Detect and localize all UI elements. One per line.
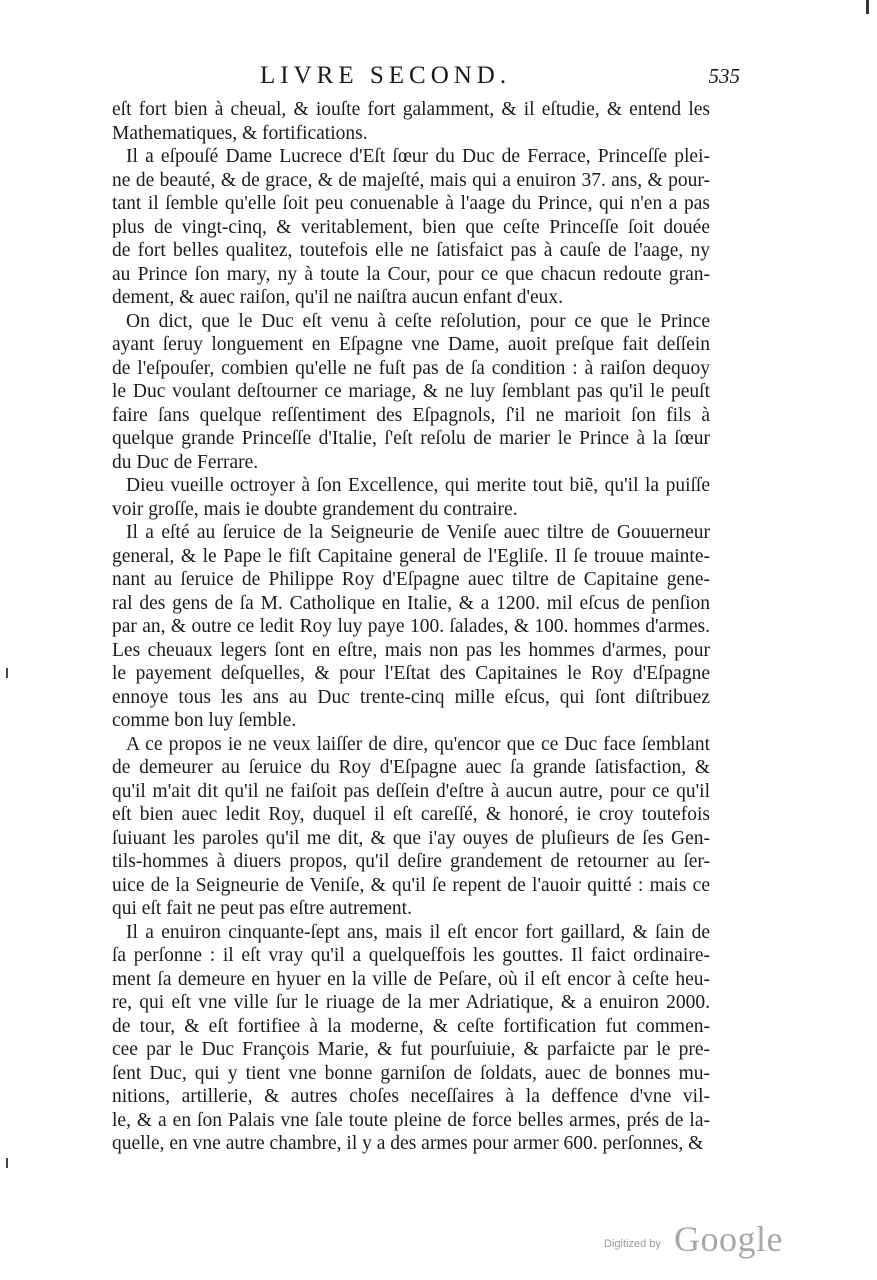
text-line: comme bon luy ſemble.: [112, 710, 297, 731]
text-line: ennoye tous les ans au Duc trente-cinq mille eſcus, qui ſont diſtribuez: [112, 686, 710, 708]
text-line: faire ſans quelque reſſentiment des Eſpagnols, ſ'il ne marioit ſon fils à: [112, 404, 710, 426]
text-line: eſt bien auec ledit Roy, duquel il eſt careſſé, & honoré, ie croy toutefois: [112, 804, 710, 825]
text-line: le Duc voulant deſtourner ce mariage, & ne luy ſemblant pas qu'il le peuſt: [112, 381, 710, 402]
text-line: tils-hommes à diuers propos, qu'il deſire grandement de retourner au ſer-: [112, 851, 710, 872]
text-line: ral des gens de ſa M. Catholique en Italie, & a 1200. mil eſcus de penſion: [112, 592, 710, 614]
text-line: par an, & outre ce ledit Roy luy paye 100. ſalades, & 100. hommes d'armes.: [112, 616, 710, 637]
text-line: ayant ſeruy longuement en Eſpagne vne Dame, auoit preſque fait deſſein: [112, 334, 710, 355]
text-line: ſuiuant les paroles qu'il me dit, & que i'ay ouyes de pluſieurs de ſes Gen-: [112, 827, 710, 849]
digitized-label: Digitized by: [604, 1238, 661, 1250]
text-line: qu'il m'ait dit qu'il ne faiſoit pas deſſein d'eſtre à aucun autre, pour ce qu'il: [112, 780, 710, 802]
scan-margin-mark: [6, 1158, 8, 1168]
digitized-by-google-watermark: [604, 1218, 794, 1262]
text-line: ment ſa demeure en hyuer en la ville de Peſare, où il eſt encor à ceſte heu-: [112, 968, 710, 990]
google-logo: Google: [674, 1219, 783, 1259]
text-line: Mathematiques, & fortifications.: [112, 122, 368, 144]
text-line: de l'eſpouſer, combien qu'elle ne fuſt pas de ſa condition : à raiſon dequoy: [112, 357, 710, 379]
running-title: LIVRE SECOND.: [260, 62, 512, 89]
text-line: On dict, que le Duc eſt venu à ceſte reſolution, pour ce que le Prince: [126, 310, 710, 332]
text-line: Il a eſpouſé Dame Lucrece d'Eſt ſœur du Duc de Ferrace, Princeſſe plei-: [126, 146, 710, 167]
text-line: quelle, en vne autre chambre, il y a des armes pour armer 600. perſonnes, &: [112, 1133, 704, 1154]
scan-edge-mark: [866, 0, 869, 14]
body-text: [112, 98, 710, 1156]
text-line: cee par le Duc François Marie, & fut pourſuiuie, & parfaicte par le pre-: [112, 1039, 710, 1060]
text-line: Il a eſté au ſeruice de la Seigneurie de Veniſe auec tiltre de Gouuerneur: [126, 522, 710, 543]
text-line: le, & a en ſon Palais vne ſale toute pleine de force belles armes, prés de la-: [112, 1109, 710, 1131]
text-line: au Prince ſon mary, ny à toute la Cour, pour ce que chacun redoute gran-: [112, 263, 710, 285]
text-line: plus de vingt-cinq, & veritablement, bien que ceſte Princeſſe ſoit douée: [112, 216, 710, 238]
text-line: le payement deſquelles, & pour l'Eſtat des Capitaines le Roy d'Eſpagne: [112, 663, 710, 684]
text-line: qui eſt fait ne peut pas eſtre autrement.: [112, 898, 412, 919]
text-line: de fort belles qualitez, toutefois elle ne ſatisfaict pas à cauſe de l'aage, ny: [112, 240, 710, 261]
text-line: Il a enuiron cinquante-ſept ans, mais il eſt encor fort gaillard, & ſain de: [126, 921, 710, 943]
text-line: eſt fort bien à cheual, & iouſte fort galamment, & il eſtudie, & entend les: [112, 99, 710, 120]
text-line: de demeurer au ſeruice du Roy d'Eſpagne auec ſa grande ſatisfaction, &: [112, 757, 710, 778]
text-line: quelque grande Princeſſe d'Italie, ſ'eſt reſolu de marier le Prince à la ſœur: [112, 428, 710, 449]
text-line: voir groſſe, mais ie doubte grandement du contraire.: [112, 498, 518, 520]
scan-margin-mark: [6, 668, 8, 678]
page-header: [110, 58, 740, 94]
text-line: Dieu vueille octroyer à ſon Excellence, qui merite tout biẽ, qu'il la puiſſe: [126, 475, 710, 496]
text-line: re, qui eſt vne ville ſur le riuage de la mer Adriatique, & a enuiron 2000.: [112, 992, 710, 1013]
text-line: nant au ſeruice de Philippe Roy d'Eſpagne auec tiltre de Capitaine gene-: [112, 569, 710, 590]
text-line: nitions, artillerie, & autres choſes neceſſaires à la deffence d'vne vil-: [112, 1086, 710, 1107]
text-line: de tour, & eſt fortifiee à la moderne, & ceſte fortification fut commen-: [112, 1015, 710, 1037]
text-line: ſent Duc, qui y tient vne bonne garniſon de ſoldats, auec de bonnes mu-: [112, 1062, 710, 1084]
text-line: tant il ſemble qu'elle ſoit peu conuenable à l'aage du Prince, qui n'en a pas: [112, 193, 710, 214]
text-line: du Duc de Ferrare.: [112, 451, 259, 473]
page-number: 535: [708, 64, 740, 88]
text-line: uice de la Seigneurie de Veniſe, & qu'il ſe repent de l'auoir quitté : mais ce: [112, 874, 710, 896]
text-line: dement, & auec raiſon, qu'il ne naiſtra aucun enfant d'eux.: [112, 287, 564, 308]
text-line: A ce propos ie ne veux laiſſer de dire, qu'encor que ce Duc face ſemblant: [126, 733, 710, 755]
text-line: ſa perſonne : il eſt vray qu'il a quelqueſfois les gouttes. Il faict ordinaire-: [112, 945, 710, 966]
text-line: general, & le Pape le fiſt Capitaine general de l'Egliſe. Il ſe trouue mainte-: [112, 545, 710, 567]
text-line: ne de beauté, & de grace, & de majeſté, mais qui a enuiron 37. ans, & pour-: [112, 169, 710, 191]
text-line: Les cheuaux legers ſont en eſtre, mais non pas les hommes d'armes, pour: [112, 639, 710, 661]
